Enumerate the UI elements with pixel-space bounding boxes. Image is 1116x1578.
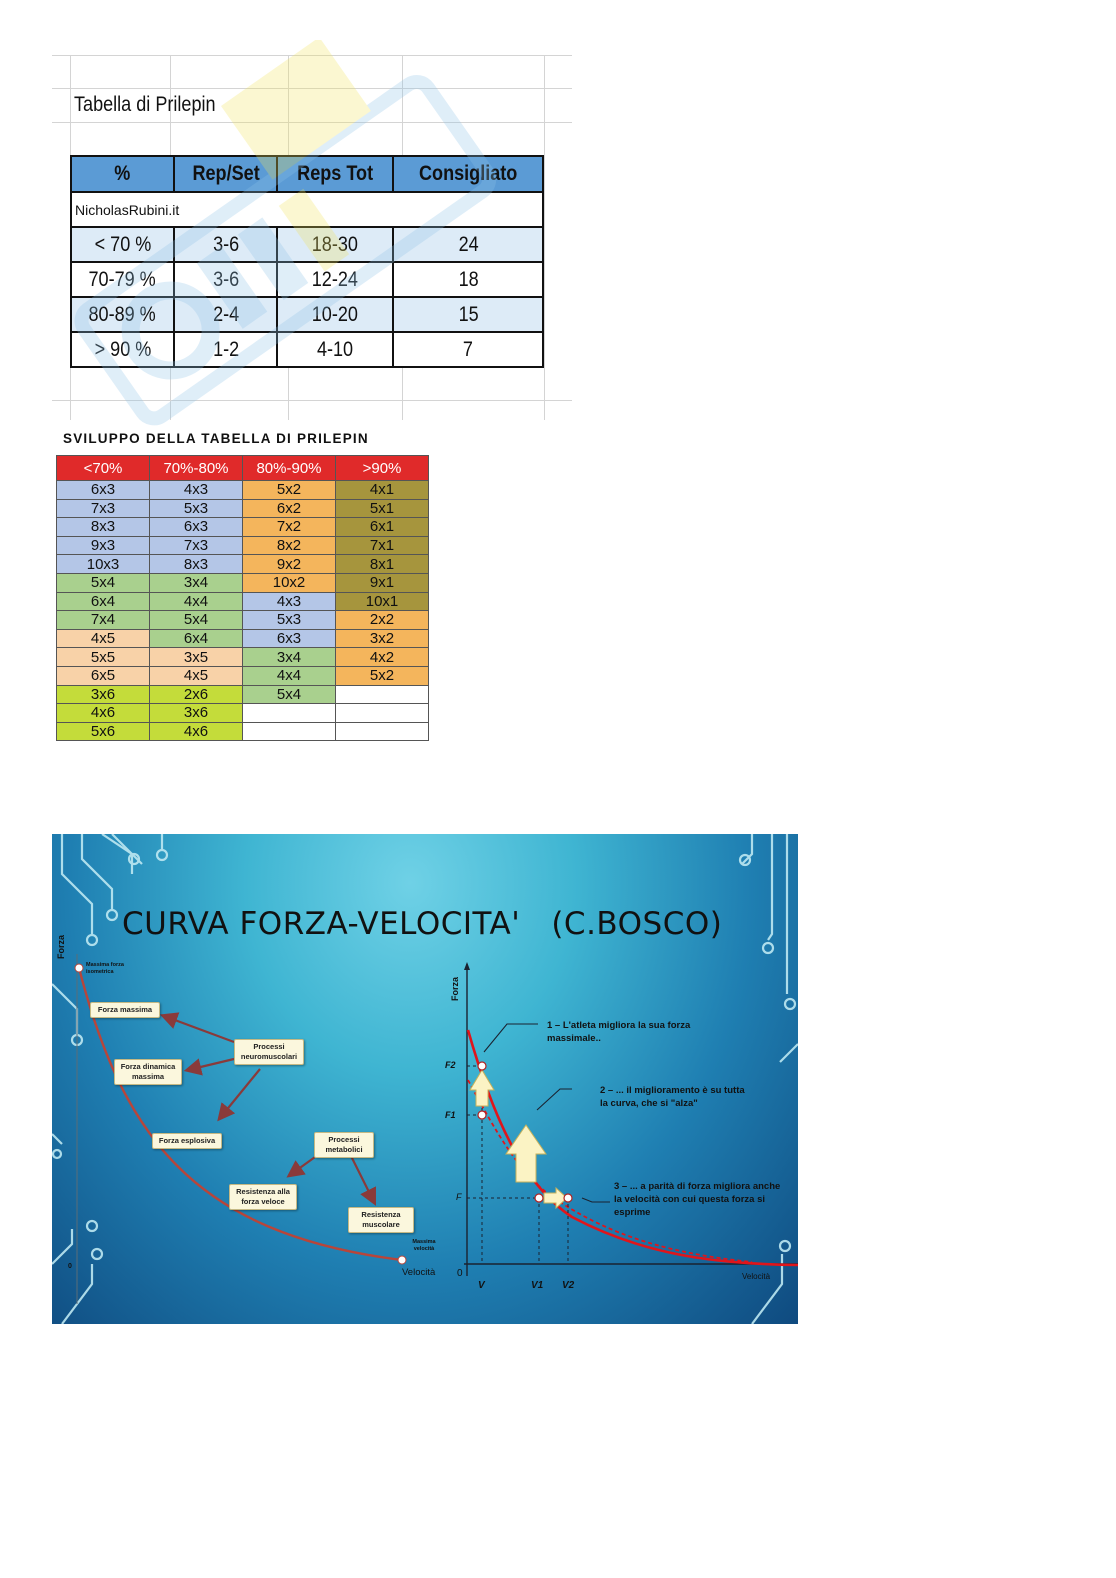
v-label: V [478,1280,485,1291]
sviluppo-row [57,611,429,630]
table-cell: > 90 % [71,332,174,367]
table-cell: 12-24 [277,262,393,297]
sviluppo-cell: 7x4 [57,611,150,630]
table-cell: 3-6 [174,262,277,297]
note-3: 3 – ... a parità di forza migliora anche la velocità con cui questa forza si esprime [614,1181,781,1218]
sviluppo-cell: 5x4 [243,685,336,704]
sviluppo-row [57,518,429,537]
table-row [71,297,543,332]
sviluppo-cell: 6x3 [57,481,150,500]
sviluppo-cell: 5x5 [57,648,150,667]
right-x-label: Velocità [742,1272,771,1281]
sviluppo-cell: 3x4 [243,648,336,667]
sviluppo-cell: 9x3 [57,536,150,555]
sviluppo-cell: 7x3 [150,536,243,555]
sviluppo-cell: 5x2 [243,481,336,500]
sviluppo-cell: 6x1 [336,518,429,537]
sviluppo-cell: 4x6 [150,722,243,741]
max-speed-point [398,1256,406,1264]
table-cell: 3-6 [174,227,277,262]
sviluppo-cell: 4x4 [150,592,243,611]
sviluppo-cell: 3x2 [336,629,429,648]
callout-lines [484,1024,610,1202]
sviluppo-cell: 7x2 [243,518,336,537]
sviluppo-cell: 5x3 [150,499,243,518]
sviluppo-cell: 5x4 [150,611,243,630]
note-2: 2 – ... il miglioramento è su tutta la curva, che si "alza" [600,1085,745,1109]
sviluppo-header-cell: >90% [336,456,429,481]
sviluppo-cell: 5x4 [57,573,150,592]
sviluppo-cell: 6x3 [243,629,336,648]
sviluppo-cell [243,722,336,741]
table-row [71,227,543,262]
sviluppo-cell [336,685,429,704]
table-cell: 1-2 [174,332,277,367]
f2-label: F2 [445,1060,456,1070]
sviluppo-row [57,666,429,685]
sviluppo-cell: 10x3 [57,555,150,574]
sviluppo-cell: 7x1 [336,536,429,555]
sviluppo-cell: 5x3 [243,611,336,630]
box-processi-neuromuscolari: Processi neuromuscolari [234,1039,304,1065]
v2-label: V2 [562,1280,575,1291]
prilepin-sheet [52,55,572,420]
sviluppo-cell: 10x2 [243,573,336,592]
big-up-arrow [506,1125,546,1182]
box-forza-dinamica: Forza dinamica massima [114,1059,182,1085]
sviluppo-row [57,573,429,592]
sviluppo-row [57,722,429,741]
sviluppo-cell: 3x5 [150,648,243,667]
max-force-label: Massima forza isometrica [86,962,124,975]
sviluppo-cell: 6x5 [57,666,150,685]
sviluppo-cell: 4x6 [57,704,150,723]
sviluppo-cell: 4x3 [150,481,243,500]
right-origin-label: 0 [457,1268,463,1279]
sviluppo-cell [243,704,336,723]
sviluppo-cell: 8x3 [57,518,150,537]
sviluppo-cell: 6x2 [243,499,336,518]
sviluppo-cell: 4x5 [57,629,150,648]
table-row [71,332,543,367]
table-cell: 24 [393,227,543,262]
f1-label: F1 [445,1110,456,1120]
box-resistenza-forza-veloce: Resistenza alla forza veloce [229,1184,297,1210]
max-force-point [75,964,83,972]
box-forza-esplosiva: Forza esplosiva [152,1133,222,1149]
table-cell: 4-10 [277,332,393,367]
table-cell: 7 [393,332,543,367]
v1-label: V1 [531,1280,544,1291]
sviluppo-cell: 4x2 [336,648,429,667]
sviluppo-row [57,685,429,704]
sviluppo-cell: 4x5 [150,666,243,685]
sviluppo-cell: 4x4 [243,666,336,685]
sviluppo-body [57,481,429,741]
sviluppo-header-row [57,456,429,481]
sviluppo-cell: 2x6 [150,685,243,704]
table-row [71,262,543,297]
sviluppo-cell: 3x6 [57,685,150,704]
header-reps-tot: Reps Tot [277,156,393,192]
sviluppo-row [57,592,429,611]
force-velocity-slide [52,834,798,1324]
sviluppo-row [57,704,429,723]
sviluppo-cell: 10x1 [336,592,429,611]
prilepin-table [70,155,544,368]
sviluppo-cell: 6x4 [57,592,150,611]
sviluppo-row [57,536,429,555]
sviluppo-cell: 4x1 [336,481,429,500]
left-x-label: Velocità [402,1267,436,1278]
header-consigliato: Consigliato [393,156,543,192]
sviluppo-row [57,629,429,648]
sviluppo-cell: 7x3 [57,499,150,518]
sviluppo-header-cell: <70% [57,456,150,481]
table-cell: 18 [393,262,543,297]
sviluppo-header-cell: 80%-90% [243,456,336,481]
max-speed-label: Massima velocità [412,1239,436,1252]
box-resistenza-muscolare: Resistenza muscolare [348,1207,414,1233]
sviluppo-table [56,455,429,741]
table-cell: 15 [393,297,543,332]
sviluppo-title: SVILUPPO DELLA TABELLA DI PRILEPIN [63,431,369,446]
header-percent: % [71,156,174,192]
sviluppo-cell [336,704,429,723]
sviluppo-cell: 8x3 [150,555,243,574]
source-label: NicholasRubini.it [71,192,543,227]
table-cell: 10-20 [277,297,393,332]
sviluppo-cell: 9x1 [336,573,429,592]
note-1: 1 – L'atleta migliora la sua forza massimale.. [547,1020,691,1044]
left-origin-label: 0 [68,1263,72,1270]
sviluppo-row [57,499,429,518]
sviluppo-cell: 3x4 [150,573,243,592]
box-processi-metabolici: Processi metabolici [314,1132,374,1158]
sviluppo-cell: 6x4 [150,629,243,648]
left-y-label: Forza [56,934,66,959]
prilepin-title: Tabella di Prilepin [74,93,216,116]
sviluppo-cell: 9x2 [243,555,336,574]
box-forza-massima: Forza massima [90,1002,160,1018]
sviluppo-row [57,648,429,667]
sviluppo-cell: 5x1 [336,499,429,518]
table-cell: < 70 % [71,227,174,262]
sviluppo-cell: 8x1 [336,555,429,574]
f-label: F [456,1192,462,1202]
sviluppo-cell: 5x6 [57,722,150,741]
sviluppo-cell: 3x6 [150,704,243,723]
sviluppo-cell: 5x2 [336,666,429,685]
sviluppo-row [57,555,429,574]
table-cell: 18-30 [277,227,393,262]
header-rep-set: Rep/Set [174,156,277,192]
sviluppo-cell: 4x3 [243,592,336,611]
sviluppo-row [57,481,429,500]
right-y-label: Forza [450,976,460,1001]
source-row [71,192,543,227]
table-cell: 70-79 % [71,262,174,297]
table-header-row [71,156,543,192]
sviluppo-cell: 6x3 [150,518,243,537]
table-cell: 80-89 % [71,297,174,332]
table-cell: 2-4 [174,297,277,332]
sviluppo-header-cell: 70%-80% [150,456,243,481]
sviluppo-cell [336,722,429,741]
sviluppo-cell: 8x2 [243,536,336,555]
slide-title: CURVA FORZA-VELOCITA' (C.BOSCO) [122,906,723,942]
sviluppo-cell: 2x2 [336,611,429,630]
